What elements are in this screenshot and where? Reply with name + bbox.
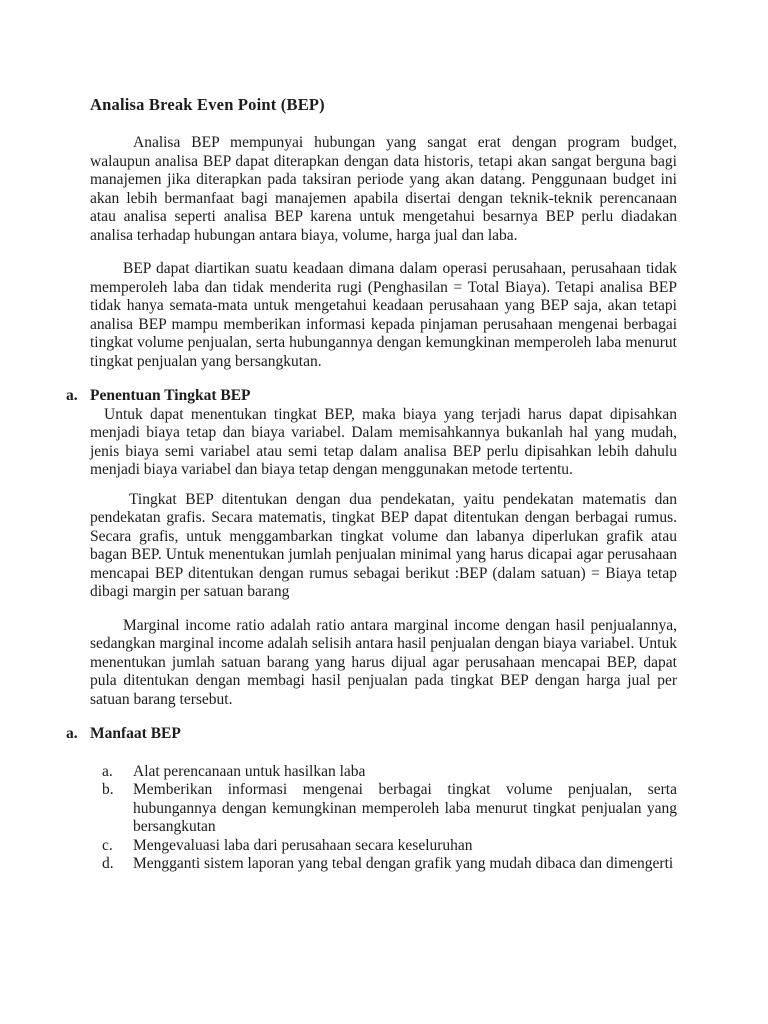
section-marker: a.	[66, 725, 78, 742]
section-marker: a.	[66, 387, 78, 404]
list-item-text: Mengevaluasi laba dari perusahaan secara keseluruhan	[133, 836, 473, 854]
section-heading-text: Manfaat BEP	[90, 725, 181, 742]
section-heading-penentuan	[66, 387, 677, 406]
document-content	[66, 95, 677, 874]
list-item	[90, 763, 677, 782]
page-title: Analisa Break Even Point (BEP)	[90, 95, 325, 114]
penentuan-paragraph-1: Untuk dapat menentukan tingkat BEP, maka biaya yang terjadi harus dapat dipisahkan menjadi biaya tetap dan biaya variabel. Dalam memisahkannya bukanlah hal yang mudah, jenis biaya semi variabel atau semi tetap dalam analisa BEP perlu dipisahkan lebih dahulu menjadi biaya variabel dan biaya tetap dengan menggunakan metode tertentu.	[90, 405, 677, 478]
intro-paragraph-1: Analisa BEP mempunyai hubungan yang sangat erat dengan program budget, walaupun analisa BEP dapat diterapkan dengan data historis, tetapi akan sangat berguna bagi manajemen jika diterapkan pada taksiran periode yang akan datang. Penggunaan budget ini akan lebih bermanfaat bagi manajemen apabila disertai dengan teknik-teknik perencanaan atau analisa seperti analisa BEP karena untuk mengetahui besarnya BEP perlu diadakan analisa terhadap hubungan antara biaya, volume, harga jual dan laba.	[90, 134, 677, 244]
list-item-marker: c.	[102, 836, 113, 854]
intro-paragraph-2: BEP dapat diartikan suatu keadaan dimana dalam operasi perusahaan, perusahaan tidak memperoleh laba dan tidak menderita rugi (Penghasilan = Total Biaya). Tetapi analisa BEP tidak hanya semata-mata untuk mengetahui keadaan perusahaan yang BEP saja, akan tetapi analisa BEP mampu memberikan informasi kepada pinjaman perusahaan mengenai berbagai tingkat volume penjualan, serta hubungannya dengan kemungkinan memperoleh laba menurut tingkat penjualan yang bersangkutan.	[90, 260, 677, 370]
list-item-marker: b.	[102, 781, 114, 798]
list-item-marker: d.	[102, 855, 114, 872]
section-heading-manfaat	[66, 725, 677, 744]
manfaat-list	[90, 763, 677, 874]
penentuan-paragraph-3: Marginal income ratio adalah ratio antara marginal income dengan hasil penjualannya, sedangkan marginal income adalah selisih antara hasil penjualan dengan biaya variabel. Untuk menentukan jumlah satuan barang yang harus dijual agar perusahaan mencapai BEP, dapat pula ditentukan dengan membagi hasil penjualan pada tingkat BEP dengan harga jual per satuan barang tersebut.	[90, 616, 677, 708]
penentuan-paragraph-2: Tingkat BEP ditentukan dengan dua pendekatan, yaitu pendekatan matematis dan pendekatan grafis. Secara matematis, tingkat BEP dapat ditentukan dengan berbagai rumus. Secara grafis, untuk menggambarkan tingkat volume dan labanya diperlukan grafik atau bagan BEP. Untuk menentukan jumlah penjualan minimal yang harus dicapai agar perusahaan mencapai BEP ditentukan dengan rumus sebagai berikut :BEP (dalam satuan) = Biaya tetap dibagi margin per satuan barang	[90, 490, 677, 600]
list-item-text: Alat perencanaan untuk hasilkan laba	[133, 762, 366, 780]
list-item-marker: a.	[102, 762, 113, 780]
section-heading-text: Penentuan Tingkat BEP	[90, 387, 251, 404]
list-item	[90, 781, 677, 837]
list-item-text: Memberikan informasi mengenai berbagai tingkat volume penjualan, serta hubungannya dengan kemungkinan memperoleh laba menurut tingkat penjualan yang bersangkutan	[133, 781, 677, 835]
list-item-text: Mengganti sistem laporan yang tebal dengan grafik yang mudah dibaca dan dimengerti	[133, 855, 674, 872]
list-item	[90, 855, 677, 874]
list-item	[90, 837, 677, 856]
